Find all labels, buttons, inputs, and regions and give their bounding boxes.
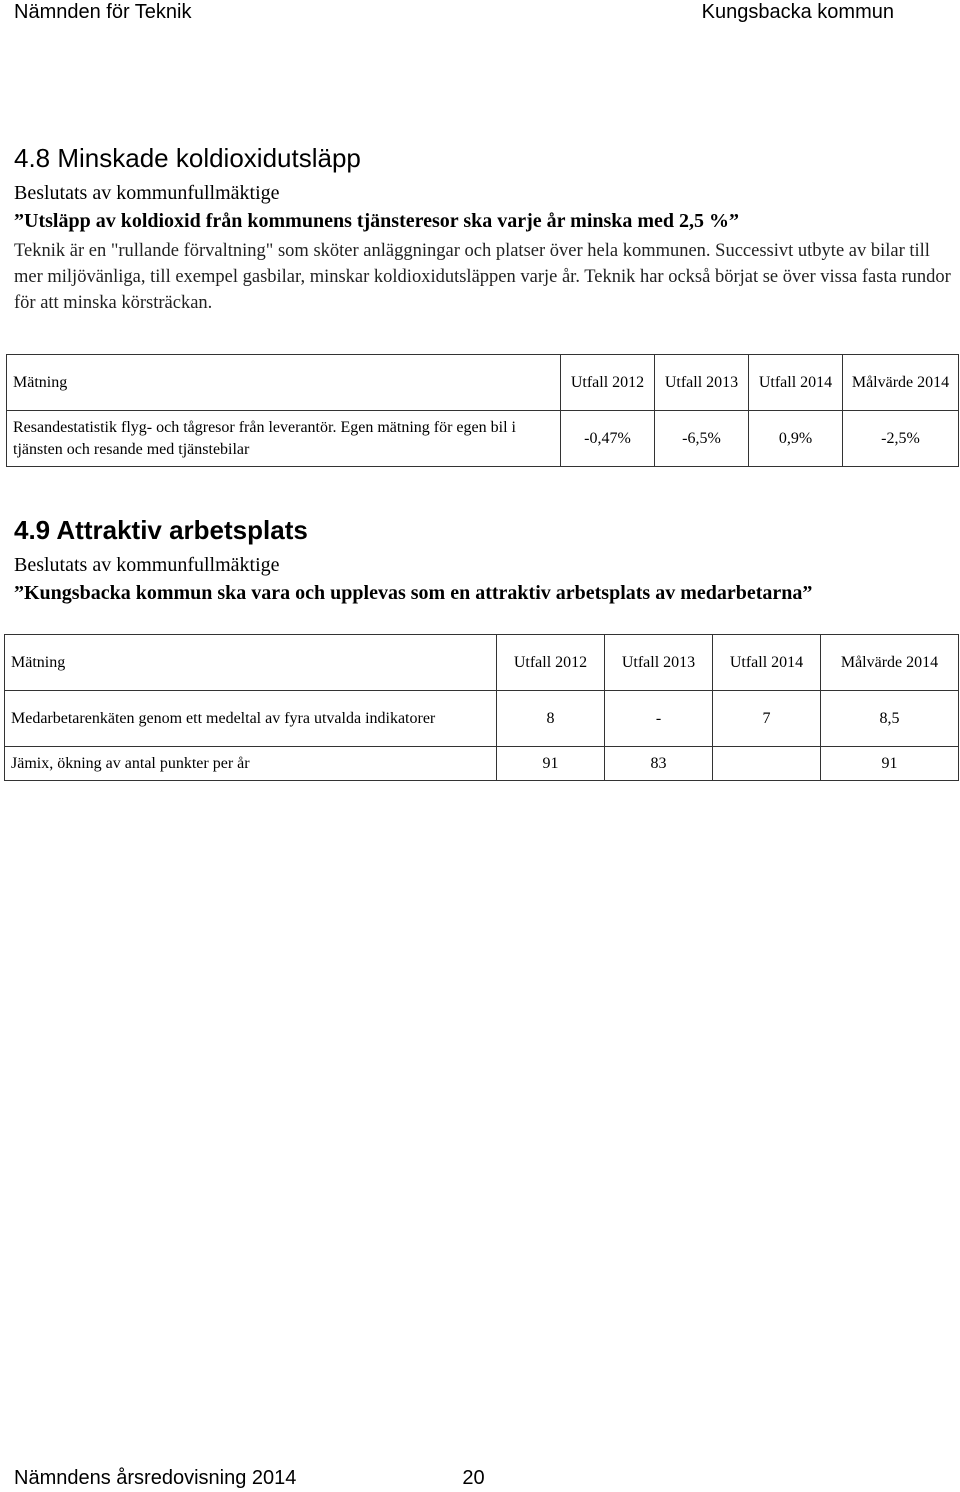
table-header-row [5,635,959,691]
section-4-8-table [6,354,959,467]
header-target-2014: Målvärde 2014 [821,635,959,691]
footer-title: Nämndens årsredovisning 2014 [14,1467,297,1489]
value-2013: -6,5% [655,411,749,467]
header-outcome-2013: Utfall 2013 [655,355,749,411]
section-4-8-decided-by: Beslutats av kommunfullmäktige [14,182,280,204]
header-department: Nämnden för Teknik [14,1,192,23]
section-4-9-table [4,634,959,781]
table-row [7,411,959,467]
header-measurement: Mätning [7,355,561,411]
page-header [0,0,960,26]
header-measurement: Mätning [5,635,497,691]
header-outcome-2012: Utfall 2012 [561,355,655,411]
section-4-9-goal: ”Kungsbacka kommun ska vara och upplevas som en attraktiv arbetsplats av medarbetarna” [14,582,813,604]
table-row [5,747,959,781]
value-2012: -0,47% [561,411,655,467]
page-footer [14,1466,485,1490]
section-4-8-paragraph: Teknik är en "rullande förvaltning" som sköter anläggningar och platser över hela kommunen. Successivt utbyte av bilar till mer miljövänliga, till exempel gasbilar, minskar koldioxidutsläppen varje år. Teknik har också börjat se över vissa fasta rundor för att minska körsträckan. [14,241,951,313]
section-4-9-decided-by: Beslutats av kommunfullmäktige [14,554,280,576]
row-label: Jämix, ökning av antal punkter per år [5,747,497,781]
section-4-8-goal: ”Utsläpp av koldioxid från kommunens tjänsteresor ska varje år minska med 2,5 %” [14,210,740,232]
header-outcome-2013: Utfall 2013 [605,635,713,691]
value-2013: - [605,691,713,747]
value-2014: 7 [713,691,821,747]
value-target-2014: -2,5% [843,411,959,467]
value-target-2014: 8,5 [821,691,959,747]
value-2013: 83 [605,747,713,781]
value-2012: 91 [497,747,605,781]
table-row [5,691,959,747]
section-4-9 [14,514,954,606]
section-4-8 [14,142,954,316]
value-target-2014: 91 [821,747,959,781]
section-4-8-title: 4.8 Minskade koldioxidutsläpp [14,143,361,173]
row-label: Resandestatistik flyg- och tågresor från leverantör. Egen mätning för egen bil i tjänsten och resande med tjänstebilar [7,411,561,467]
value-2012: 8 [497,691,605,747]
header-outcome-2014: Utfall 2014 [713,635,821,691]
header-outcome-2014: Utfall 2014 [749,355,843,411]
value-2014: 0,9% [749,411,843,467]
header-outcome-2012: Utfall 2012 [497,635,605,691]
header-target-2014: Målvärde 2014 [843,355,959,411]
table-header-row [7,355,959,411]
row-label: Medarbetarenkäten genom ett medeltal av fyra utvalda indikatorer [5,691,497,747]
page-number: 20 [462,1467,485,1489]
header-municipality: Kungsbacka kommun [701,1,894,23]
section-4-9-title: 4.9 Attraktiv arbetsplats [14,515,308,545]
value-2014 [713,747,821,781]
